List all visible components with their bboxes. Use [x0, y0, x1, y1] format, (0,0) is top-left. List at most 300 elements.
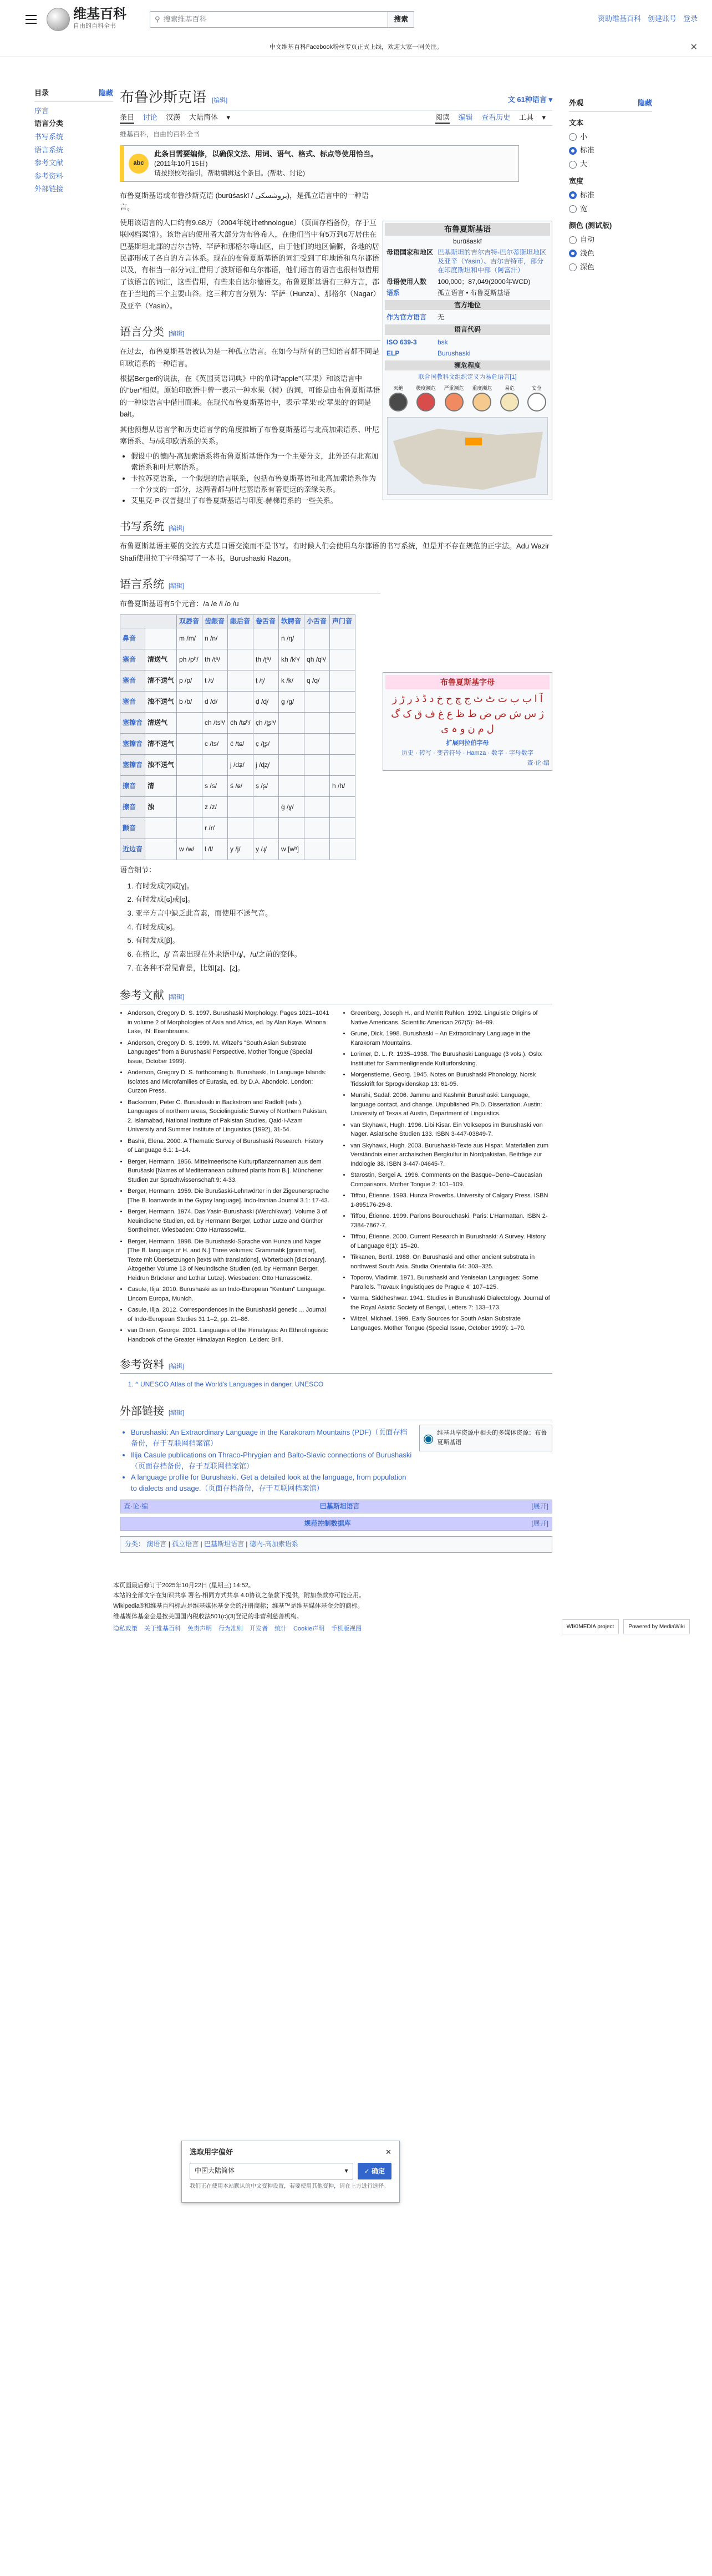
wikipedia-globe-icon	[47, 8, 70, 31]
close-icon[interactable]: ✕	[385, 2148, 391, 2156]
bibliography-item: • Anderson, Gregory D. S. forthcoming b. Burushaski. In Language Islands: Isolates and Microfamilies of Eurasia, ed. by D.A. Abondolo. London: Curzon Press.	[128, 1068, 329, 1096]
list-item: 5. 有时发成[β]。	[135, 934, 552, 948]
bibliography-item: • Backstrom, Peter C. Burushaski in Backstrom and Radloff (eds.), Languages of northern areas, Sociolinguistic Survey of Northern Pakistan, 2. Islamabad, National Institute of Pakistan Studies, Qaid-i-Azam University and Summer Institute of Linguistics (1992), 31-54.	[128, 1098, 329, 1135]
table-cell	[330, 670, 355, 691]
table-cell	[228, 691, 253, 712]
footer-link[interactable]: 统计	[274, 1625, 287, 1633]
bibliography-item: • Grune, Dick. 1998. Burushaski – An Extraordinary Language in the Karakoram Mountains.	[350, 1029, 552, 1048]
table-cell	[330, 754, 355, 775]
table-cell: c /ts/	[202, 733, 228, 754]
row-subtype: 浊不送气	[145, 754, 177, 775]
page-title: 布鲁沙斯克语 [编辑] 文 61种语言 ▾	[120, 57, 552, 110]
list-item: • 卡拉苏克语系，一个假想的语言联系，包括布鲁夏斯基语和北高加索语系作为一个分支的一部分，这两者都与叶尼塞语系有着更远的亲缘关系。	[131, 473, 380, 495]
footer-link[interactable]: Cookie声明	[293, 1625, 325, 1633]
table-cell	[304, 817, 330, 839]
table-cell: q /q/	[304, 670, 330, 691]
table-cell: j̣ /ɖʐ/	[253, 754, 279, 775]
search-button[interactable]: 搜索	[388, 11, 414, 28]
section-edit-link[interactable]: [编辑]	[169, 1410, 185, 1417]
infobox-title: 布鲁夏斯基语	[385, 223, 550, 236]
dialog-note: 我们正在使用本站默认的中文变种设置，若要使用其他变种，请在上方进行选择。	[190, 2183, 389, 2189]
row-group[interactable]: 近边音	[120, 839, 145, 860]
table-cell: kh /kʰ/	[279, 649, 304, 670]
table-row	[120, 628, 355, 649]
navbox-title[interactable]: 巴基斯坦语言	[319, 1502, 360, 1511]
table-cell	[253, 628, 279, 649]
section-edit-link[interactable]: [编辑]	[169, 1363, 185, 1370]
table-row	[120, 691, 355, 712]
confirm-button[interactable]: ✓ 确定	[358, 2163, 391, 2179]
status-dot	[445, 393, 464, 411]
map-marker	[465, 438, 482, 445]
toc-item-bibliography[interactable]: 参考文献	[34, 159, 64, 167]
category-link[interactable]: 澳语言	[146, 1540, 167, 1548]
bibliography-item: • Tiffou, Étienne. 2000. Current Research in Burushaski: A Survey. History of Language 6(1): 15–20.	[350, 1232, 552, 1251]
appearance-header: 外观 隐藏	[569, 98, 652, 112]
alphabet-navbox	[383, 672, 552, 771]
article-content	[113, 57, 552, 1558]
list-item: 4. 有时发成[ʁ]。	[135, 921, 552, 934]
bibliography-item: • Witzel, Michael. 1999. Early Sources for South Asian Substrate Languages. Mother Tongue (Special Issue, October 1999): 1–70.	[350, 1314, 552, 1333]
table-cell	[304, 754, 330, 775]
table-row	[120, 775, 355, 796]
color-dark[interactable]: 深色	[569, 262, 652, 273]
table-cell: b /b/	[177, 691, 202, 712]
category-link[interactable]: 巴基斯坦语言	[204, 1540, 245, 1548]
create-account-link[interactable]: 创建账号	[647, 14, 677, 23]
infobox-section-codes: 语言代码	[385, 324, 550, 334]
infobox-section-official: 官方地位	[385, 300, 550, 310]
toc-item-phonology[interactable]: 语言系统	[34, 145, 64, 154]
title-edit-link[interactable]: [编辑]	[212, 97, 228, 104]
footer-link[interactable]: 免责声明	[187, 1625, 212, 1633]
row-subtype: 清	[145, 775, 177, 796]
status-dot	[500, 393, 519, 411]
section-edit-link[interactable]: [编辑]	[169, 525, 185, 532]
table-cell: j /dʑ/	[228, 754, 253, 775]
tab-read[interactable]: 阅读	[435, 113, 450, 124]
row-subtype	[145, 628, 177, 649]
search-input[interactable]: ⚲ 搜索维基百科	[150, 11, 388, 28]
table-header[interactable]: 卷舌音	[253, 614, 279, 628]
classification-paragraph-1: 在过去，布鲁夏斯基语被认为是一种孤立语言。在如今与所有的已知语言都不同是印欧语系的一种语言。	[120, 347, 380, 368]
site-title: 维基百科	[73, 6, 126, 22]
status-level: 易危	[500, 385, 519, 411]
site-logo[interactable]	[47, 7, 126, 32]
table-cell: t /t/	[202, 670, 228, 691]
table-cell	[279, 733, 304, 754]
variant-picker-dialog	[181, 2141, 400, 2203]
row-group[interactable]: 塞音	[120, 691, 145, 712]
table-cell	[330, 733, 355, 754]
toc-item-intro[interactable]: 序言	[34, 106, 49, 115]
bibliography-item: • Tiffou, Étienne. 1999. Parlons Bourouchaski. Paris: L'Harmattan. ISBN 2-7384-7867-7.	[350, 1212, 552, 1230]
external-link[interactable]: • Ilija Casule publications on Thraco-Phrygian and Balto-Slavic connections of Burushaski（页面存档备份，存于互联网档案馆）	[131, 1450, 413, 1472]
table-cell: ṭh /ʈʰ/	[253, 649, 279, 670]
tab-tools[interactable]: 工具 ▾	[518, 113, 546, 121]
table-cell	[202, 754, 228, 775]
table-cell	[228, 670, 253, 691]
table-cell: d /d/	[202, 691, 228, 712]
notice-title: 此条目需要编修，以确保文法、用词、语气、格式、标点等使用恰当。	[154, 149, 378, 158]
table-cell	[279, 712, 304, 733]
row-group[interactable]: 塞音	[120, 670, 145, 691]
bibliography-item: • Bashir, Elena. 2000. A Thematic Survey of Burushaski Research. History of Language 6.1: 1–14.	[128, 1137, 329, 1155]
status-dot	[416, 393, 435, 411]
navbox-toggle[interactable]: [展开]	[531, 1520, 548, 1528]
table-header[interactable]: 双唇音	[177, 614, 202, 628]
bibliography-item: • Berger, Hermann. 1956. Mittelmeerische Kulturpflanzennamen aus dem Burušaski [Names of Mediterranean cultured plants from B.]. Münchener Studien zur Sprachwissenschaft 9: 4-33.	[128, 1157, 329, 1185]
table-cell	[304, 712, 330, 733]
table-cell: qh /qʰ/	[304, 649, 330, 670]
table-cell: ġ /ɣ/	[279, 796, 304, 817]
toc-item-classification[interactable]: 语言分类	[34, 119, 64, 128]
table-cell: ć /tɕ/	[228, 733, 253, 754]
table-cell: k /k/	[279, 670, 304, 691]
status-dot	[527, 393, 546, 411]
phonology-intro: 布鲁夏斯基语有5个元音：/a /e /i /o /u	[120, 599, 239, 608]
alphabet-title: 布鲁夏斯基字母	[385, 675, 550, 689]
table-cell: ṅ /ŋ/	[279, 628, 304, 649]
table-cell	[304, 775, 330, 796]
table-cell: ś /ɕ/	[228, 775, 253, 796]
table-cell	[228, 649, 253, 670]
footer-last-modified: 本页面最后修订于2025年10月22日 (星期三) 14:52。	[113, 1582, 255, 1589]
external-link[interactable]: • A language profile for Burushaski. Get a detailed look at the language, from population to dialects and usage.（页面存档备份，存于互联网档案馆）	[131, 1472, 413, 1494]
table-cell	[253, 817, 279, 839]
mediawiki-badge[interactable]: Powered by MediaWiki	[623, 1619, 690, 1634]
list-item: 7. 在各种不常见背景，比如[ʑ]、[ʐ]。	[135, 962, 552, 975]
bibliography-item: • Varma, Siddheshwar. 1941. Studies in Burushaski Dialectology. Journal of the Royal Asiatic Society of Bengal, Letters 7: 133–173.	[350, 1294, 552, 1312]
alphabet-glyphs: آ ا ب پ ت ٹ ث ج چ ح خ د ڈ ذ ر ڑ ز ژ س ش ص ض ط ظ ع غ ف ق ک گ ل م ن و ہ ی	[391, 693, 544, 735]
table-header[interactable]: 龈后音	[228, 614, 253, 628]
toc-item-external-links[interactable]: 外部链接	[34, 185, 64, 194]
bibliography-item: • Tiffou, Étienne. 1993. Hunza Proverbs. University of Calgary Press. ISBN 1-895176-29-8.	[350, 1191, 552, 1210]
table-cell	[330, 712, 355, 733]
table-cell	[228, 628, 253, 649]
bibliography-item: • Berger, Hermann. 1998. Die Burushaski-Sprache von Hunza und Nager [The B. language of H. and N.] Three volumes: Grammatik [grammar], Texte mit Übersetzungen [texts with translations], Wörterbuch [dictionary]. Altogether Volume 13 of Neuindische Studien (ed. by Hermann Berger, Heidrun Brückner and Lothar Lutze). Wiesbaden: Otto Harrassowitz.	[128, 1237, 329, 1283]
footer-link[interactable]: 行为准则	[218, 1625, 243, 1633]
site-notice	[0, 39, 712, 57]
section-classification-heading: 语言分类 [编辑]	[120, 323, 380, 341]
site-notice-text: 中文维基百科Facebook粉丝专页正式上线，欢迎大家一同关注。	[269, 43, 443, 50]
search-form	[150, 11, 414, 28]
table-cell: ph /pʰ/	[177, 649, 202, 670]
toc-header: 目录 隐藏	[34, 88, 113, 102]
table-header[interactable]: 小舌音	[304, 614, 330, 628]
footer-link[interactable]: 手机版视图	[331, 1625, 362, 1633]
variant-select[interactable]: 中国大陆简体 ▾	[190, 2163, 353, 2179]
list-item: • 艾里克·P·汉普提出了布鲁夏斯基语与印度-赫梯语系的一些关系。	[131, 495, 380, 506]
phonology-notes	[135, 880, 552, 975]
bibliography-item: • Toporov, Vladimir. 1971. Burushaski and Yeniseian Languages: Some Parallels. Travaux linguistiques de Prague 4: 107–125.	[350, 1273, 552, 1292]
location-map[interactable]	[387, 417, 548, 495]
dialog-title: 选取用字偏好	[190, 2148, 233, 2156]
table-cell: s /s/	[202, 775, 228, 796]
bibliography-item: • Anderson, Gregory D. S. 1999. M. Witzel's "South Asian Substrate Languages" from a Burushaski Perspective. Mother Tongue (Special Issue, October 1999).	[128, 1039, 329, 1066]
user-links	[598, 13, 698, 25]
table-cell	[177, 733, 202, 754]
status-level: 重度濒危	[472, 385, 492, 411]
table-cell	[177, 754, 202, 775]
main-menu-icon[interactable]	[26, 15, 37, 24]
table-cell	[330, 796, 355, 817]
table-cell	[330, 817, 355, 839]
table-cell	[253, 796, 279, 817]
navbox-vte[interactable]: 查·论·编	[124, 1502, 148, 1511]
bibliography-item: • van Skyhawk, Hugh. 2003. Burushaski-Texte aus Hispar. Materialien zum Verständnis einer archaischen Bergkultur in Nordpakistan. Beiträge zur Indologie 38. ISBN 3-447-04645-7.	[350, 1141, 552, 1169]
table-cell: w /w/	[177, 839, 202, 860]
close-icon[interactable]: ✕	[690, 42, 698, 52]
row-subtype: 清不送气	[145, 670, 177, 691]
text-size-standard[interactable]: 标准	[569, 145, 652, 156]
classification-list	[131, 451, 380, 507]
table-cell	[228, 817, 253, 839]
table-cell	[330, 691, 355, 712]
footer-trademark: Wikipedia®和维基百科标志是维基媒体基金会的注册商标；维基™是维基媒体基金会的商标。	[113, 1603, 364, 1610]
section-edit-link[interactable]: [编辑]	[169, 994, 185, 1001]
text-size-small[interactable]: 小	[569, 131, 652, 143]
commons-box[interactable]: ◉ 维基共享资源中相关的多媒体资源：布鲁夏斯基语	[419, 1425, 552, 1451]
table-row	[120, 817, 355, 839]
bibliography-list	[120, 1009, 552, 1344]
wikimedia-badge[interactable]: WIKIMEDIA project	[562, 1619, 619, 1634]
bibliography-item: • van Skyhawk, Hugh. 1996. Libi Kisar. Ein Volksepos im Burushaski von Nager. Asiatische Studien 133. ISBN 3-447-03849-7.	[350, 1121, 552, 1139]
table-cell: ḍ /ɖ/	[253, 691, 279, 712]
list-item: 2. 有时发成[ɢ]或[ɢ]。	[135, 893, 552, 907]
table-cell	[279, 754, 304, 775]
language-selector[interactable]: 文 61种语言 ▾	[507, 95, 552, 104]
bibliography-item: • Greenberg, Joseph H., and Merritt Ruhlen. 1992. Linguistic Origins of Native Americans. Scientific American 267(5): 94–99.	[350, 1009, 552, 1027]
bibliography-item: • Casule, Ilija. 2010. Burushaski as an Indo-European "Kentum" Language. Lincom Europa, Munich.	[128, 1285, 329, 1303]
status-dot	[472, 393, 491, 411]
tab-talk[interactable]: 讨论	[143, 113, 157, 121]
footer-link[interactable]: 关于维基百科	[144, 1625, 181, 1633]
table-cell	[304, 628, 330, 649]
appearance-sidebar: 外观 隐藏 文本 小 标准 大 宽度 标准 宽 颜色 (测试版) 自动 浅色 深色	[552, 57, 652, 1558]
table-cell	[279, 817, 304, 839]
section-references-heading: 参考资料 [编辑]	[120, 1355, 552, 1374]
abc-icon: abc	[129, 154, 149, 174]
table-cell	[177, 817, 202, 839]
row-subtype: 清送气	[145, 649, 177, 670]
bibliography-item: • Lorimer, D. L. R. 1935–1938. The Burushaski Language (3 vols.). Oslo: Instituttet for Sammenlignende Kulturforskning.	[350, 1050, 552, 1068]
row-group[interactable]: 擦音	[120, 796, 145, 817]
external-links-list	[131, 1427, 413, 1494]
navbox-toggle[interactable]: [展开]	[531, 1502, 548, 1511]
table-row	[120, 712, 355, 733]
table-cell	[304, 691, 330, 712]
list-item: • 假设中的德内-高加索语系将布鲁夏斯基语作为一个主要分支，此外还有北高加索语系和叶尼塞语系。	[131, 451, 380, 473]
row-group[interactable]: 鼻音	[120, 628, 145, 649]
phonology-notes-title: 语音细节：	[120, 865, 156, 874]
table-row	[120, 796, 355, 817]
alphabet-footer: 扩展阿拉伯字母 历史 · 转写 · 变音符号 · Hamza · 数字 · 字母数字 查·论·编	[401, 740, 550, 766]
categories-label[interactable]: 分类	[125, 1540, 139, 1548]
text-size-large[interactable]: 大	[569, 159, 652, 170]
status-level: 安全	[527, 385, 546, 411]
tab-history[interactable]: 查看历史	[481, 113, 511, 121]
section-edit-link[interactable]: [编辑]	[169, 583, 185, 590]
commons-icon: ◉	[423, 1431, 434, 1445]
site-header	[0, 0, 712, 39]
chevron-down-icon: ▾	[344, 2167, 348, 2175]
navbox-languages	[120, 1500, 552, 1513]
row-subtype: 浊	[145, 796, 177, 817]
table-row	[120, 670, 355, 691]
bibliography-item: • Casule, Ilija. 2012. Correspondences in the Burushaski genetic ... Journal of Indo-European Studies 31.1–2, pp. 21–86.	[128, 1305, 329, 1324]
table-cell: r /r/	[202, 817, 228, 839]
intro-paragraph-1: 布鲁夏斯基语或布鲁沙斯克语 (burūśaskī / بروشسکی)，是孤立语言中的一种语言。	[120, 191, 369, 212]
table-cell: n /n/	[202, 628, 228, 649]
color-auto[interactable]: 自动	[569, 234, 652, 246]
bibliography-item: • Anderson, Gregory D. S. 1997. Burushaski Morphology. Pages 1021–1041 in volume 2 of Morphologies of Asia and Africa, ed. by Alan Kaye. Winona Lake, IN: Eisenbrauns.	[128, 1009, 329, 1037]
notice-sub: 请按照校对指引，帮助编辑这个条目。(帮助、讨论)	[154, 169, 305, 177]
status-level: 极度濒危	[416, 385, 436, 411]
table-row	[120, 733, 355, 754]
bibliography-item: • Munshi, Sadaf. 2006. Jammu and Kashmir Burushaski: Language, language contact, and change. Unpublished Ph.D. Dissertation. Austin: University of Texas at Austin, Department of Linguistics.	[350, 1091, 552, 1119]
search-icon: ⚲	[155, 14, 160, 23]
section-external-links-heading: 外部链接 [编辑]	[120, 1402, 552, 1420]
site-tagline: 自由的百科全书	[73, 23, 116, 30]
category-link[interactable]: 孤立语言	[172, 1540, 199, 1548]
section-writing-heading: 书写系统 [编辑]	[120, 517, 552, 536]
color-light[interactable]: 浅色	[569, 248, 652, 260]
toc-sidebar	[13, 57, 113, 1558]
external-link[interactable]: • Burushaski: An Extraordinary Language in the Karakoram Mountains (PDF)（页面存档备份，存于互联网档案馆）	[131, 1427, 413, 1449]
table-cell	[177, 712, 202, 733]
footer-link[interactable]: 开发者	[250, 1625, 268, 1633]
section-bibliography-heading: 参考文献 [编辑]	[120, 986, 552, 1004]
tab-edit[interactable]: 编辑	[458, 113, 473, 121]
page-tabs	[120, 110, 552, 126]
row-group[interactable]: 塞擦音	[120, 754, 145, 775]
login-link[interactable]: 登录	[683, 14, 698, 23]
footer-link[interactable]: 隐私政策	[113, 1625, 138, 1633]
classification-paragraph-2: 根据Berger的说法，在《英国英语词典》中的单词“apple”（苹果）和该语言中的“ber”相似。原始印欧语中曾一表示一种水果（树）的词，可能是由布鲁夏斯基语的一种原语言中借用而来。在现代布鲁夏斯基语中，表示‘苹果’或‘苹果的’的词是bałt。	[120, 374, 380, 419]
notice-date: (2011年10月15日)	[154, 160, 208, 168]
table-cell: ch /tsʰ/	[202, 712, 228, 733]
table-cell	[177, 775, 202, 796]
list-item: 6. 在格比，/j/ 音素出现在外来语中/ɻ/，/u/之前的变体。	[135, 948, 552, 962]
row-subtype	[145, 817, 177, 839]
table-cell	[304, 733, 330, 754]
navbox-title[interactable]: 规范控制数据库	[304, 1520, 351, 1528]
table-cell: m /m/	[177, 628, 202, 649]
toc-item-writing[interactable]: 书写系统	[34, 132, 64, 141]
tab-variant-toggle[interactable]: 汉漢	[166, 113, 181, 121]
table-row	[120, 839, 355, 860]
donate-link[interactable]: 资助维基百科	[597, 14, 641, 23]
table-header[interactable]: 声门音	[330, 614, 355, 628]
section-edit-link[interactable]: [编辑]	[169, 331, 185, 338]
site-subtitle: 维基百科，自由的百科全书	[120, 130, 200, 138]
table-cell	[304, 796, 330, 817]
category-links: 分类： 澳语言 | 孤立语言 | 巴基斯坦语言 | 德内-高加索语系	[120, 1536, 552, 1552]
infobox-section-status: 濒危程度	[385, 360, 550, 370]
row-subtype: 清不送气	[145, 733, 177, 754]
table-cell: h /h/	[330, 775, 355, 796]
category-link[interactable]: 德内-高加索语系	[249, 1540, 298, 1548]
table-cell: l /l/	[202, 839, 228, 860]
footer-foundation: 维基媒体基金会是按美国国内税收法501(c)(3)登记的非营利慈善机构。	[113, 1613, 303, 1620]
bibliography-item: • Morgenstierne, Georg. 1945. Notes on Burushaski Phonology. Norsk Tidsskrift for Sprogvidenskap 13: 61-95.	[350, 1070, 552, 1089]
footer-license: 本站的全部文字在知识共享 署名-相同方式共享 4.0协议之条款下提供，附加条款亦可能应用。	[113, 1592, 365, 1599]
toc-item-references[interactable]: 参考资料	[34, 171, 64, 180]
page-footer	[0, 1558, 712, 1645]
status-level: 严重濒危	[444, 385, 464, 411]
section-phonology-heading: 语言系统 [编辑]	[120, 575, 380, 593]
width-wide[interactable]: 宽	[569, 204, 652, 215]
table-cell: ṭ /ʈ/	[253, 670, 279, 691]
table-cell: ṣ /ʂ/	[253, 775, 279, 796]
appearance-hide-button[interactable]: 隐藏	[637, 99, 652, 107]
table-row	[120, 649, 355, 670]
table-cell	[330, 628, 355, 649]
status-note[interactable]: 联合国教科文组织定义为易危语言[1]	[418, 374, 517, 381]
table-cell: y /j/	[228, 839, 253, 860]
row-group[interactable]: 塞音	[120, 649, 145, 670]
bibliography-item: • Berger, Hermann. 1959. Die Burušaski-Lehnwörter in der Zigeunersprache [The B. loanwords in the Gypsy language]. Indo-Iranian Journal 3.1: 17-43.	[128, 1187, 329, 1205]
list-item: 1. 有时发成[ʔ]或[ɣ]。	[135, 880, 552, 893]
row-group[interactable]: 塞擦音	[120, 712, 145, 733]
table-cell	[177, 796, 202, 817]
tab-variant-select[interactable]: 大陆简体 ▾	[189, 113, 231, 121]
toc-hide-button[interactable]: 隐藏	[98, 89, 113, 97]
list-item: 3. 亚辛方言中缺乏此音素，而使用不送气音。	[135, 907, 552, 921]
bibliography-item: • Tikkanen, Bertil. 1988. On Burushaski and other ancient substrata in northwest South Asia. Studia Orientalia 64: 303–325.	[350, 1253, 552, 1271]
phoneme-table	[120, 614, 355, 860]
status-level: 灭绝	[389, 385, 408, 411]
table-cell	[228, 796, 253, 817]
language-infobox: 布鲁夏斯基语 burūśaskī 母语国家和地区 巴基斯坦的吉尔吉特-巴尔蒂斯坦地区及亚辛（Yasin）、吉尔吉特市，部分在印度斯坦和中部（阿富汗） 母语使用人数 100,000；87,049(2000年WCD) 语系 孤立语言 • 布鲁夏斯基语 官方地位 作为官方语言 无 语言代码 ISO 639-3 bsk ELP Burushaski 濒危程度 联合国教科文组织定义为易危语言[1] 灭绝 极度濒危 严重濒危 重度濒危 易危 安全	[383, 221, 552, 500]
tab-article[interactable]: 条目	[120, 113, 134, 124]
navbox-authority	[120, 1517, 552, 1531]
table-cell: th /tʰ/	[202, 649, 228, 670]
row-subtype: 清送气	[145, 712, 177, 733]
table-cell	[330, 839, 355, 860]
row-group[interactable]: 擦音	[120, 775, 145, 796]
width-standard[interactable]: 标准	[569, 190, 652, 201]
bibliography-item: • Berger, Hermann. 1974. Das Yasin-Burushaski (Werchikwar). Volume 3 of Neuindische Studien, ed. by Hermann Berger, Lothar Lutze and Günther Sontheimer. Wiesbaden: Otto Harrassowitz.	[128, 1207, 329, 1235]
table-cell: z /z/	[202, 796, 228, 817]
row-subtype	[145, 839, 177, 860]
bibliography-item: • van Driem, George. 2001. Languages of the Himalayas: An Ethnolinguistic Handbook of the Greater Himalayan Region. Leiden: Brill.	[128, 1326, 329, 1344]
table-cell: c̣h /ʈʂʰ/	[253, 712, 279, 733]
table-header[interactable]: 齿龈音	[202, 614, 228, 628]
table-row	[120, 754, 355, 775]
status-dot	[389, 393, 408, 411]
classification-paragraph-3: 其他预想从语言学和历史语言学的角度推断了布鲁夏斯基语与北高加索语系、叶尼塞语系、与/或印欧语系的关系。	[120, 425, 380, 446]
reference-item[interactable]: 1. ^ UNESCO Atlas of the World's Languages in danger. UNESCO	[135, 1378, 552, 1391]
table-header[interactable]: 软腭音	[279, 614, 304, 628]
table-cell: w [wʰ]	[279, 839, 304, 860]
intro-paragraph-2: 使用该语言的人口约有9.68万（2004年统计ethnologue）（页面存档备份，存于互联网档案馆）。该语言的使用者大部分为布鲁希人，在他们当中有5万到6万居住在巴基斯坦北部的吉尔吉特、罕萨和那格尔等山区，由于他们的地区偏僻，各地的居民都形成了各自的方言体系。现在的布鲁夏斯基语的词汇受到了印地语和乌尔都语以及，有相当一部分词汇借用了波斯语和乌尔都语，他们语言的语言也很相似借用了该语言的词汇，这些借用，有些来自达尔德语支。布鲁夏斯基语有三种方言，都在于当地的三个主要山谷。这三种方言分别为：罕萨（Hunza）、那格尔（Nagar）及亚辛（Yasin）。	[120, 218, 380, 310]
row-group[interactable]: 颤音	[120, 817, 145, 839]
reference-list	[135, 1378, 552, 1391]
table-cell	[330, 649, 355, 670]
table-cell: p /p/	[177, 670, 202, 691]
table-cell: c̣ /ʈʂ/	[253, 733, 279, 754]
table-cell: ćh /tɕʰ/	[228, 712, 253, 733]
endangerment-scale	[385, 383, 550, 414]
table-cell: ỵ /ɻ/	[253, 839, 279, 860]
row-group[interactable]: 塞擦音	[120, 733, 145, 754]
cleanup-notice	[120, 145, 519, 182]
table-cell	[279, 775, 304, 796]
table-cell: g /g/	[279, 691, 304, 712]
bibliography-item: • Starostin, Sergei A. 1996. Comments on the Basque–Dene–Caucasian Comparisons. Mother Tongue 2: 101–109.	[350, 1171, 552, 1189]
